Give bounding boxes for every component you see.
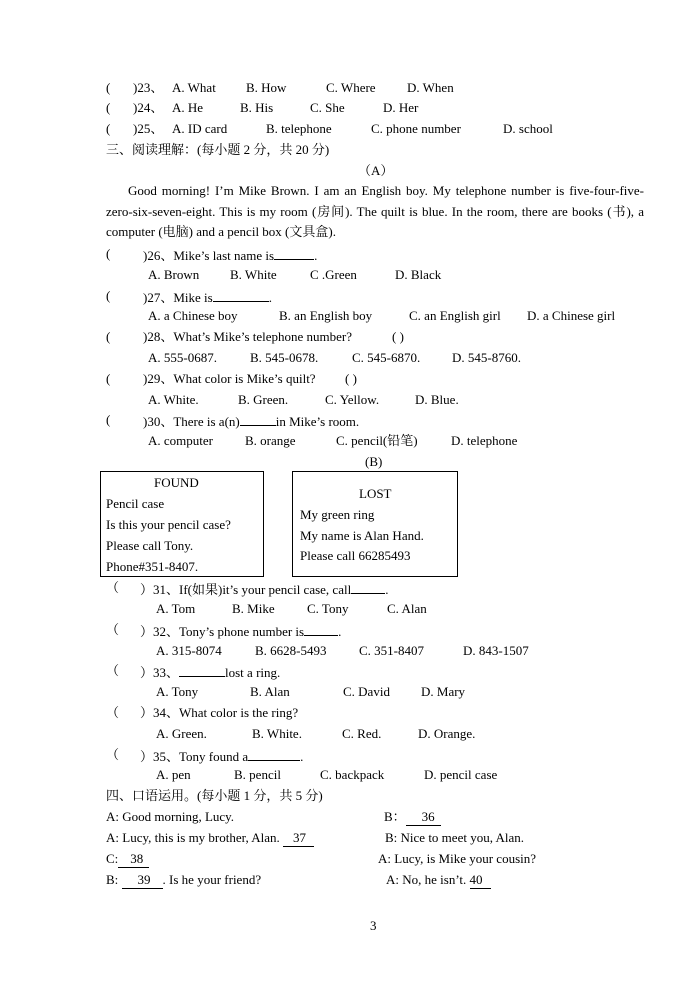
- dialog-text: . Is he your friend?: [162, 872, 262, 887]
- option-b: B. 545-0678.: [250, 350, 319, 365]
- dialog-line-3-left: [106, 851, 149, 868]
- dialog-line-2-left: [106, 830, 314, 847]
- stem-text: )26、Mike’s last name is: [143, 248, 275, 263]
- option-c: C. 545-6870.: [352, 350, 421, 365]
- option-d: D. 843-1507: [463, 643, 529, 658]
- stem-end: .: [338, 624, 342, 639]
- answer-paren: （: [106, 663, 120, 678]
- answer-paren: (: [106, 329, 111, 344]
- speaker: B：: [384, 809, 406, 824]
- option-b: B. Alan: [250, 684, 290, 699]
- blank: [274, 246, 314, 260]
- option-d: D. Her: [383, 100, 419, 115]
- question-number: )24、: [133, 100, 164, 115]
- lost-line-2: My name is Alan Hand.: [300, 528, 424, 543]
- stem-end: .: [300, 749, 304, 764]
- option-a: A. pen: [156, 767, 191, 782]
- dialog-line-2-right: B: Nice to meet you, Alan.: [385, 830, 525, 845]
- lost-title: LOST: [359, 486, 392, 501]
- part-b-heading: (B): [365, 454, 383, 469]
- lost-notice: [292, 471, 458, 577]
- dialog-text: A: No, he isn’t.: [386, 872, 467, 887]
- option-b: B. telephone: [266, 121, 332, 136]
- page-number: 3: [370, 918, 377, 933]
- answer-paren: （: [106, 705, 120, 720]
- blank: [248, 747, 300, 761]
- speaker: C:: [106, 851, 119, 866]
- question-number: )23、: [133, 80, 164, 95]
- option-d: D. 545-8760.: [452, 350, 521, 365]
- option-a: A. Green.: [156, 726, 207, 741]
- answer-paren: (: [106, 412, 111, 427]
- question-stem: ）34、What color is the ring?: [140, 705, 299, 720]
- option-c: C. Where: [326, 80, 376, 95]
- answer-paren: （: [106, 622, 120, 637]
- option-a: A. ID card: [172, 121, 228, 136]
- answer-paren: （: [106, 580, 120, 595]
- question-stem: [140, 622, 341, 640]
- stem-text: ）32、Tony’s phone number is: [140, 624, 305, 639]
- stem-end: .: [268, 290, 272, 305]
- answer-paren: (: [106, 246, 111, 261]
- blank-36: 36: [406, 809, 441, 826]
- stem-text: ）35、Tony found a: [140, 749, 249, 764]
- option-a: A. computer: [148, 433, 213, 448]
- answer-paren: (: [106, 371, 111, 386]
- blank: [304, 622, 338, 636]
- lost-line-3: Please call 66285493: [300, 548, 411, 563]
- found-line-4: Phone#351-8407.: [106, 559, 199, 574]
- stem-text: ）31、If(如果)it’s your pencil case, call: [140, 582, 352, 597]
- stem-end: .: [314, 248, 318, 263]
- stem-text: ）33、: [140, 665, 180, 680]
- option-a: A. 555-0687.: [148, 350, 217, 365]
- stem-text: )30、There is a(n): [143, 414, 240, 429]
- blank-37: 37: [283, 830, 314, 847]
- question-stem: [140, 663, 280, 681]
- option-b: B. How: [246, 80, 287, 95]
- option-d: D. pencil case: [424, 767, 498, 782]
- option-b: B. White: [230, 267, 277, 282]
- question-stem: )29、What color is Mike’s quilt?: [143, 371, 316, 386]
- blank: [351, 580, 385, 594]
- option-d: D. Blue.: [415, 392, 459, 407]
- question-number: )25、: [133, 121, 164, 136]
- option-d: D. When: [407, 80, 454, 95]
- blank-40: 40: [470, 872, 491, 889]
- option-d: D. school: [503, 121, 553, 136]
- option-c: C. 351-8407: [359, 643, 424, 658]
- blank: [213, 288, 269, 302]
- answer-paren: (: [106, 80, 111, 95]
- option-d: C. Alan: [387, 601, 427, 616]
- option-c: C. David: [343, 684, 390, 699]
- stem-text: )27、Mike is: [143, 290, 213, 305]
- option-b: B. an English boy: [279, 308, 373, 323]
- option-b: B. His: [240, 100, 274, 115]
- option-c: C .Green: [310, 267, 357, 282]
- option-a: A. Brown: [148, 267, 200, 282]
- section-4-heading: 四、口语运用。(每小题 1 分，共 5 分): [106, 788, 323, 803]
- option-a: A. What: [172, 80, 216, 95]
- question-stem: [140, 747, 303, 765]
- option-c: C. Red.: [342, 726, 382, 741]
- option-a: A. He: [172, 100, 204, 115]
- part-a-heading: （A）: [358, 163, 394, 178]
- speaker: B:: [106, 872, 119, 887]
- option-b: B. 6628-5493: [255, 643, 327, 658]
- question-stem: [143, 412, 359, 430]
- found-line-3: Please call Tony.: [106, 538, 194, 553]
- option-c: C. an English girl: [409, 308, 501, 323]
- found-line-2: Is this your pencil case?: [106, 517, 231, 532]
- dialog-line-4-left: [106, 872, 261, 889]
- option-c: C. She: [310, 100, 345, 115]
- option-a: A. Tom: [156, 601, 196, 616]
- inline-answer-paren: ( ): [392, 329, 404, 344]
- answer-paren: (: [106, 288, 111, 303]
- passage-a-text: Good morning! I’m Mike Brown. I am an English boy. My telephone number is five-four-five-zero-six-seven-eight. This is my room (房间). The quilt is blue. In the room, there are books (书), a computer (电脑) and a pencil box (文具盒).: [106, 183, 644, 240]
- blank: [179, 663, 225, 677]
- stem-end: lost a ring.: [225, 665, 281, 680]
- option-d: D. Black: [395, 267, 442, 282]
- inline-answer-paren: ( ): [345, 371, 357, 386]
- section-3-heading: 三、阅读理解：(每小题 2 分，共 20 分): [106, 142, 330, 157]
- answer-paren: （: [106, 747, 120, 762]
- option-b: B. Mike: [232, 601, 275, 616]
- passage-a: [106, 181, 644, 243]
- dialog-line-4-right: [386, 872, 491, 889]
- option-d: D. Mary: [421, 684, 466, 699]
- question-stem: [143, 288, 272, 306]
- option-b: B. orange: [245, 433, 296, 448]
- found-line-1: Pencil case: [106, 496, 165, 511]
- blank-39: 39: [122, 872, 163, 889]
- option-b: B. White.: [252, 726, 302, 741]
- option-c: C. phone number: [371, 121, 461, 136]
- option-c: C. backpack: [320, 767, 385, 782]
- question-stem: )28、What’s Mike’s telephone number?: [143, 329, 353, 344]
- lost-line-1: My green ring: [300, 507, 375, 522]
- option-b: B. pencil: [234, 767, 281, 782]
- option-c: C. Yellow.: [325, 392, 380, 407]
- option-c: C. pencil(铅笔): [336, 433, 418, 448]
- dialog-line-1-left: A: Good morning, Lucy.: [106, 809, 235, 824]
- found-notice: [100, 471, 264, 577]
- option-a: A. Tony: [156, 684, 199, 699]
- blank-38: 38: [118, 851, 149, 868]
- dialog-line-3-right: A: Lucy, is Mike your cousin?: [378, 851, 537, 866]
- question-stem: [143, 246, 317, 264]
- option-d: D. a Chinese girl: [527, 308, 616, 323]
- option-d: D. Orange.: [418, 726, 476, 741]
- question-stem: [140, 580, 388, 598]
- option-d: D. telephone: [451, 433, 518, 448]
- option-a: A. 315-8074: [156, 643, 222, 658]
- stem-end: in Mike’s room.: [275, 414, 360, 429]
- option-b: B. Green.: [238, 392, 289, 407]
- answer-paren: (: [106, 100, 111, 115]
- found-title: FOUND: [154, 475, 199, 490]
- blank: [240, 412, 276, 426]
- stem-end: .: [385, 582, 389, 597]
- option-c: C. Tony: [307, 601, 349, 616]
- dialog-text: A: Lucy, this is my brother, Alan.: [106, 830, 280, 845]
- dialog-line-1-right: [384, 809, 441, 826]
- option-a: A. a Chinese boy: [148, 308, 238, 323]
- answer-paren: (: [106, 121, 111, 136]
- option-a: A. White.: [148, 392, 199, 407]
